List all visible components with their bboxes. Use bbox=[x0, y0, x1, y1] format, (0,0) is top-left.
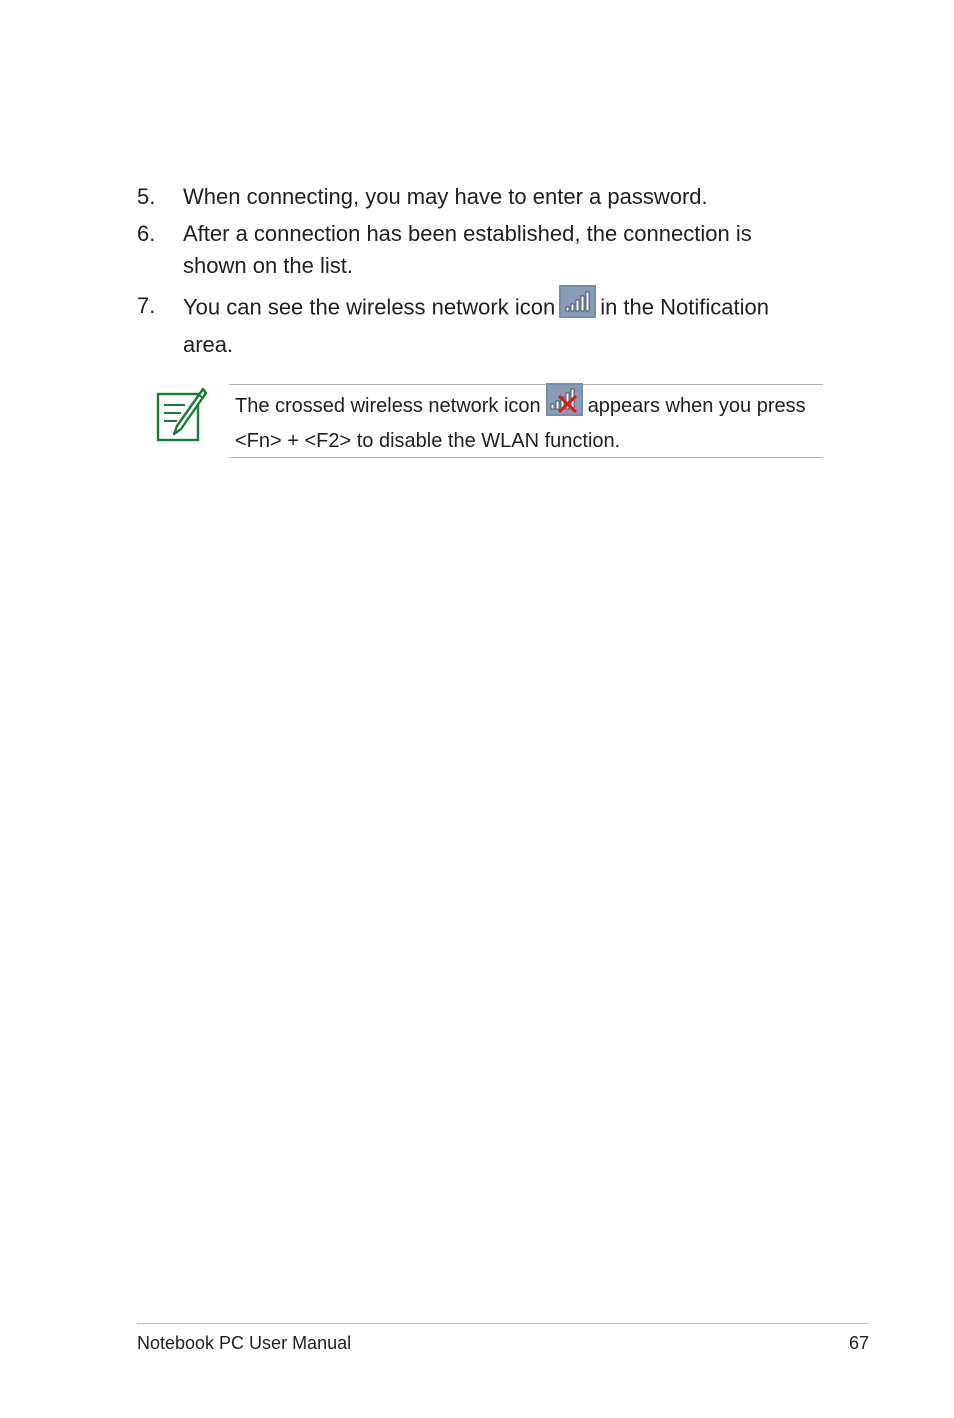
step-number: 6. bbox=[137, 221, 156, 246]
step-text: After a connection has been established, the connection is shown on the list. bbox=[183, 221, 752, 278]
note-text bbox=[235, 387, 825, 457]
step-text-after: in the Notification area. bbox=[183, 294, 769, 357]
footer-title: Notebook PC User Manual bbox=[137, 1333, 352, 1353]
step-text bbox=[183, 289, 823, 362]
note-text-before: The crossed wireless network icon bbox=[235, 394, 541, 417]
step-number: 7. bbox=[137, 293, 156, 318]
note-text-after: appears when you press <Fn> + <F2> to disable the WLAN function. bbox=[235, 394, 806, 452]
wireless-network-icon bbox=[559, 285, 596, 328]
page-number: 67 bbox=[848, 1333, 869, 1353]
crossed-wireless-network-icon bbox=[546, 383, 583, 426]
note-box bbox=[229, 384, 823, 458]
step-text: When connecting, you may have to enter a password. bbox=[183, 184, 708, 209]
footer-divider bbox=[137, 1323, 869, 1324]
note-pencil-icon bbox=[155, 386, 207, 444]
step-text-before: You can see the wireless network icon bbox=[183, 294, 556, 320]
step-number: 5. bbox=[137, 184, 156, 209]
